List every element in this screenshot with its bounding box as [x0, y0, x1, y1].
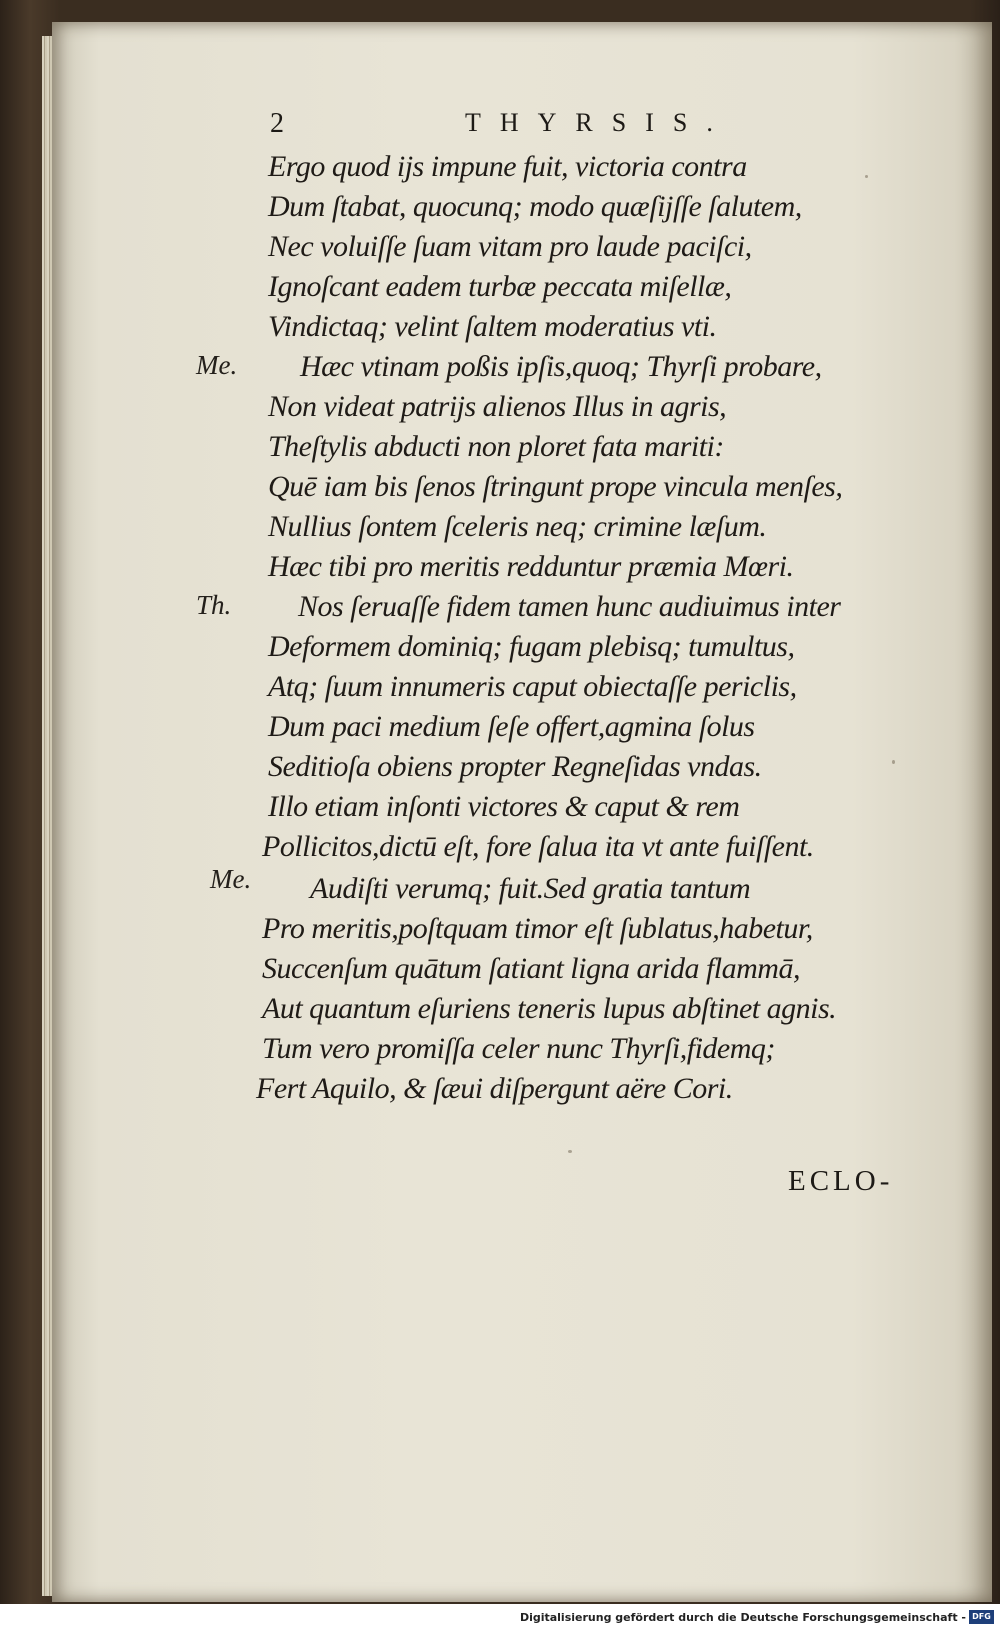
verse-line-20: Pro meritis,poſtquam timor eſt ſublatus,habetur, — [262, 912, 813, 945]
verse-line-19: Audiſti verumq; fuit.Sed gratia tantum — [310, 872, 751, 905]
dfg-logo: DFG — [969, 1610, 994, 1624]
verse-line-1: Ergo quod ijs impune fuit, victoria contra — [268, 150, 747, 183]
verse-line-2: Dum ſtabat, quocunq; modo quæſijſſe ſalutem, — [268, 190, 802, 223]
verse-line-15: Dum paci medium ſeſe offert,agmina ſolus — [268, 710, 755, 743]
verse-line-8: Theſtylis abducti non ploret fata mariti: — [268, 430, 724, 463]
verse-line-16: Seditioſa obiens propter Regneſidas vndas. — [268, 750, 762, 783]
verse-line-12: Nos ſeruaſſe fidem tamen hunc audiuimus inter — [298, 590, 841, 623]
catchword: ECLO- — [788, 1165, 894, 1197]
ink-speck — [892, 760, 895, 764]
verse-line-6: Hæc vtinam poßis ipſis,quoq; Thyrſi probare, — [300, 350, 822, 383]
verse-line-11: Hæc tibi pro meritis redduntur præmia Mœri. — [268, 550, 794, 583]
verse-line-3: Nec voluiſſe ſuam vitam pro laude paciſci, — [268, 230, 752, 263]
verse-line-4: Ignoſcant eadem turbæ peccata miſellæ, — [268, 270, 732, 303]
running-head: THYRSIS. — [465, 108, 732, 137]
verse-line-13: Deformem dominiq; fugam plebisq; tumultus, — [268, 630, 795, 663]
verse-line-9: Quē iam bis ſenos ſtringunt prope vincula menſes, — [268, 470, 843, 503]
verse-line-24: Fert Aquilo, & ſæui diſpergunt aëre Cori. — [256, 1072, 733, 1105]
page-number: 2 — [270, 108, 284, 139]
speaker-label-2: Th. — [196, 590, 232, 620]
speaker-label-1: Me. — [196, 350, 238, 380]
ink-speck — [865, 175, 868, 178]
verse-line-23: Tum vero promiſſa celer nunc Thyrſi,fidemq; — [262, 1032, 775, 1065]
speaker-label-3: Me. — [210, 864, 252, 894]
verse-line-7: Non videat patrijs alienos Illus in agris, — [268, 390, 727, 423]
verse-line-22: Aut quantum eſuriens teneris lupus abſtinet agnis. — [262, 992, 837, 1025]
verse-line-18: Pollicitos,dictū eſt, fore ſalua ita vt ante fuiſſent. — [262, 830, 814, 863]
verse-line-21: Succenſum quātum ſatiant ligna arida flammā, — [262, 952, 800, 985]
verse-line-5: Vindictaq; velint ſaltem moderatius vti. — [268, 310, 717, 343]
ink-speck — [568, 1150, 572, 1153]
verse-line-17: Illo etiam inſonti victores & caput & rem — [268, 790, 740, 823]
footer-bar — [0, 1604, 1000, 1632]
verse-line-10: Nullius ſontem ſceleris neq; crimine læſum. — [268, 510, 767, 543]
digitization-credit: Digitalisierung gefördert durch die Deutsche Forschungsgemeinschaft - — [519, 1611, 966, 1624]
verse-line-14: Atq; ſuum innumeris caput obiectaſſe periclis, — [268, 670, 797, 703]
